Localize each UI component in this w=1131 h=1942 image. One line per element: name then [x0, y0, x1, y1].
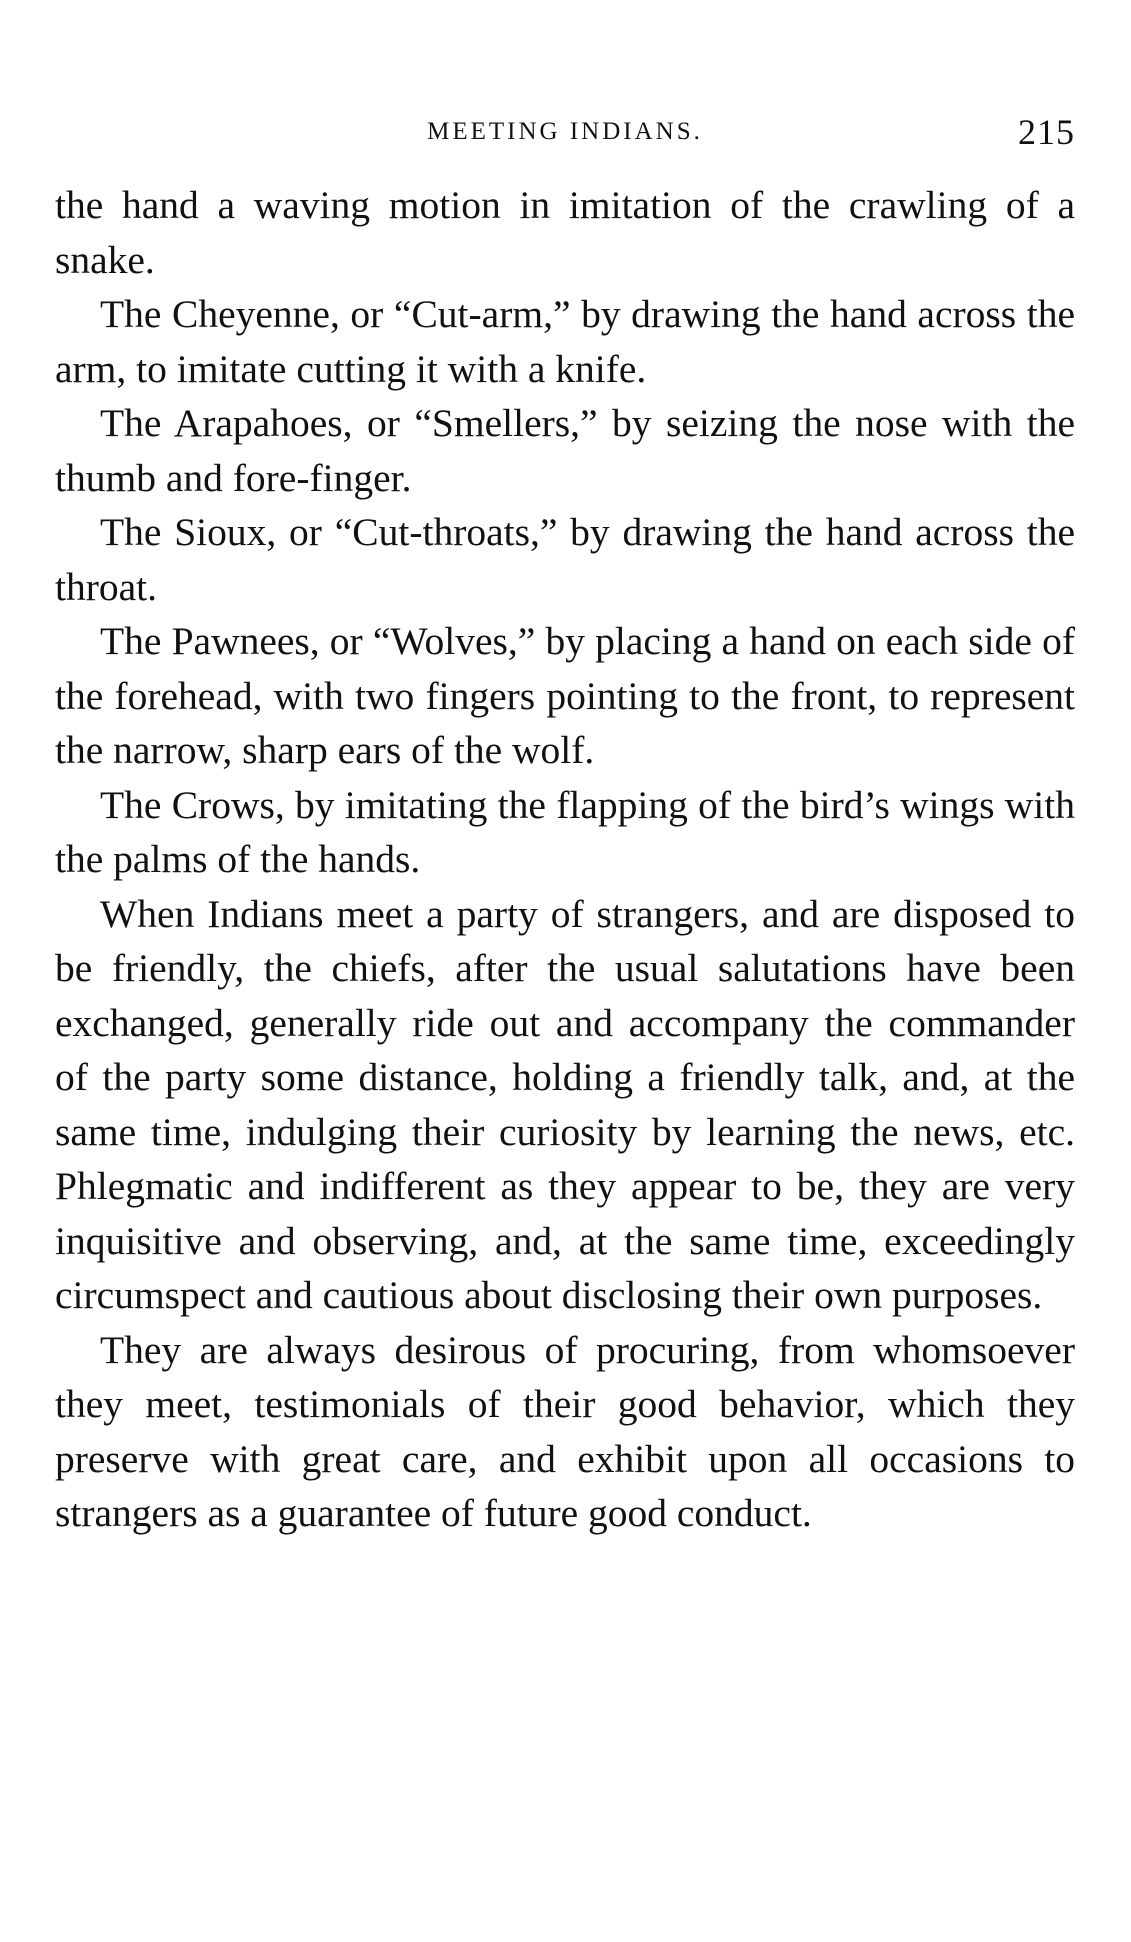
paragraph-sioux: The Sioux, or “Cut-throats,” by drawing the hand across the throat. [55, 510, 1075, 609]
paragraph-cheyenne: The Cheyenne, or “Cut-arm,” by drawing the hand across the arm, to imitate cutting it with a knife. [55, 292, 1075, 391]
paragraph-meeting-strangers: When Indians meet a party of strangers, and are disposed to be friendly, the chiefs, after the usual salutations have been exchanged, generally ride out and accompany the commander of the party some distance, holding a friendly talk, and, at the same time, indulging their curiosity by learning the news, etc. Phlegmatic and indifferent as they appear to be, they are very inquisitive and observing, and, at the same time, exceedingly circumspect and cautious about disclosing their own purposes. [55, 891, 1075, 1317]
paragraph-arapahoes: The Arapahoes, or “Smellers,” by seizing the nose with the thumb and fore-finger. [55, 401, 1075, 500]
body-text [55, 178, 1075, 1541]
paragraph-continued: the hand a waving motion in imitation of the crawling of a snake. [55, 183, 1075, 282]
running-title: MEETING INDIANS. [427, 118, 703, 145]
paragraph-testimonials: They are always desirous of procuring, from whomsoever they meet, testimonials of their good behavior, which they preserve with great care, and exhibit upon all occasions to strangers as a guarantee of future good conduct. [55, 1327, 1075, 1535]
paragraph-crows: The Crows, by imitating the flapping of the bird’s wings with the palms of the hands. [55, 782, 1075, 881]
paragraph-pawnees: The Pawnees, or “Wolves,” by placing a hand on each side of the forehead, with two fingers pointing to the front, to represent the narrow, sharp ears of the wolf. [55, 619, 1075, 772]
page-number: 215 [1018, 112, 1075, 152]
running-head [55, 108, 1075, 156]
